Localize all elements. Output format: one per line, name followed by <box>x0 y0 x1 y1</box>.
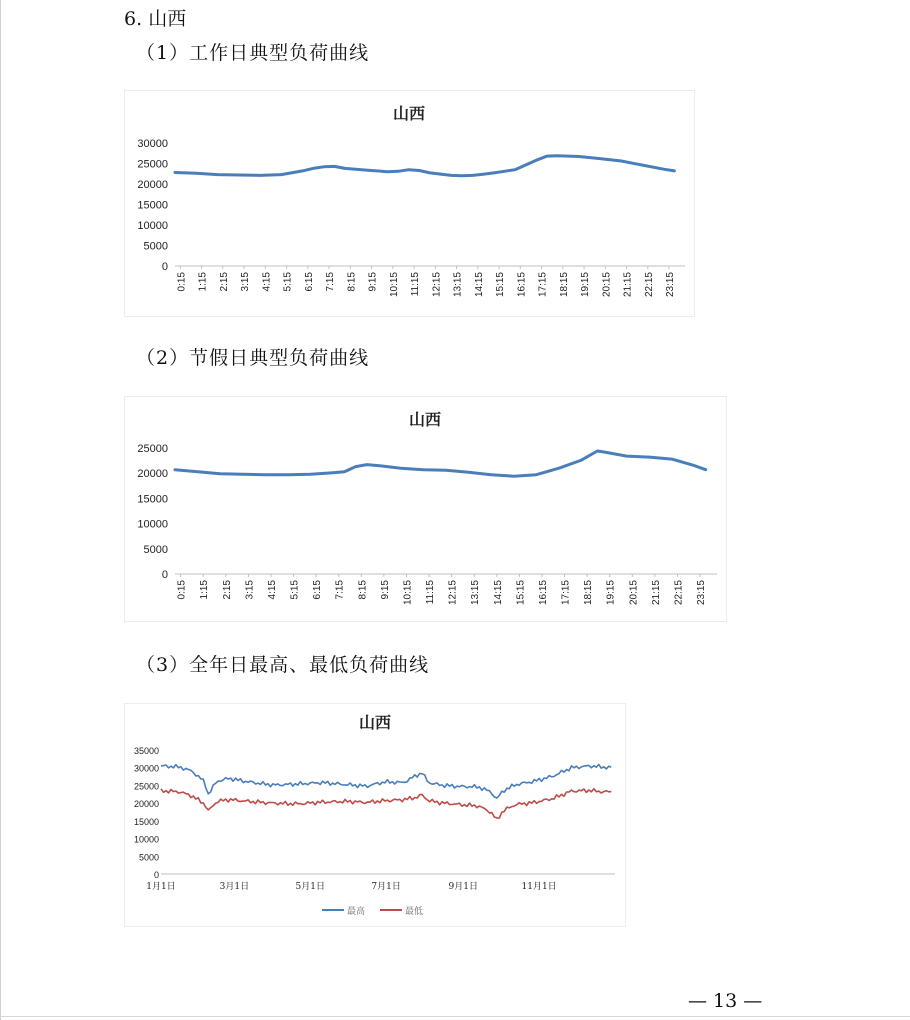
y-tick-label: 5000 <box>143 543 168 556</box>
y-tick-label: 30000 <box>133 763 159 774</box>
x-tick-label: 3:15 <box>244 580 256 600</box>
x-tick-label: 17:15 <box>560 580 572 606</box>
x-tick-label: 3:15 <box>240 272 252 292</box>
x-tick-label: 11月1日 <box>521 882 557 892</box>
x-tick-label: 0:15 <box>176 580 188 600</box>
chart-title: 山西 <box>408 412 442 429</box>
x-tick-label: 7:15 <box>325 272 337 292</box>
subheading-annual: （3）全年日最高、最低负荷曲线 <box>136 654 430 676</box>
x-tick-label: 15:15 <box>495 272 507 298</box>
x-tick-label: 16:15 <box>537 580 549 606</box>
x-tick-label: 10:15 <box>402 580 414 606</box>
y-tick-label: 25000 <box>137 158 168 171</box>
x-tick-label: 14:15 <box>492 580 504 606</box>
chart-holiday-svg <box>125 397 726 621</box>
x-tick-label: 6:15 <box>312 580 324 600</box>
x-tick-label: 9月1日 <box>448 882 478 892</box>
x-tick-label: 13:15 <box>452 272 464 298</box>
series-line-min <box>161 789 611 818</box>
x-tick-label: 19:15 <box>580 272 592 298</box>
chart-workday-svg <box>125 91 694 316</box>
x-tick-label: 11:15 <box>425 580 437 605</box>
y-tick-label: 25000 <box>133 781 159 792</box>
x-tick-label: 8:15 <box>346 272 358 292</box>
y-tick-label: 20000 <box>137 179 168 191</box>
y-tick-label: 15000 <box>137 199 168 212</box>
x-tick-label: 22:15 <box>643 272 655 298</box>
series-line-max <box>161 765 611 799</box>
subheading-holiday: （2）节假日典型负荷曲线 <box>136 347 370 369</box>
x-tick-label: 17:15 <box>537 272 549 298</box>
load-series-line <box>175 156 674 176</box>
x-tick-label: 12:15 <box>431 272 443 298</box>
x-tick-label: 6:15 <box>303 272 315 292</box>
x-tick-label: 21:15 <box>622 272 634 298</box>
x-tick-label: 20:15 <box>628 580 640 606</box>
x-tick-label: 23:15 <box>665 272 677 298</box>
section-heading <box>124 4 186 31</box>
y-tick-label: 10000 <box>133 834 159 845</box>
subheading-workday: （1）工作日典型负荷曲线 <box>136 42 370 64</box>
x-tick-label: 23:15 <box>696 580 708 606</box>
x-tick-label: 4:15 <box>261 272 273 292</box>
x-tick-label: 18:15 <box>558 272 570 298</box>
legend-label-max: 最高 <box>347 907 366 917</box>
y-tick-label: 35000 <box>133 746 159 756</box>
legend-label-min: 最低 <box>405 907 424 917</box>
x-tick-label: 0:15 <box>176 272 188 292</box>
x-tick-label: 7:15 <box>334 580 346 600</box>
y-tick-label: 0 <box>161 569 168 581</box>
x-tick-label: 5月1日 <box>295 882 325 892</box>
y-tick-label: 15000 <box>133 816 159 827</box>
chart-title: 山西 <box>392 106 426 123</box>
x-tick-label: 9:15 <box>367 272 379 292</box>
chart-workday <box>124 90 695 317</box>
x-tick-label: 22:15 <box>673 580 685 606</box>
x-tick-label: 10:15 <box>388 272 400 298</box>
x-tick-label: 19:15 <box>605 580 617 606</box>
x-tick-label: 16:15 <box>516 272 528 298</box>
y-tick-label: 5000 <box>143 240 168 253</box>
x-tick-label: 15:15 <box>515 580 527 606</box>
y-tick-label: 20000 <box>133 799 159 810</box>
x-tick-label: 9:15 <box>379 580 391 600</box>
x-tick-label: 5:15 <box>289 580 301 600</box>
x-tick-label: 1:15 <box>199 580 211 600</box>
x-tick-label: 12:15 <box>447 580 459 606</box>
x-tick-label: 5:15 <box>282 272 294 292</box>
y-tick-label: 5000 <box>138 852 159 863</box>
x-tick-label: 7月1日 <box>371 882 401 892</box>
y-tick-label: 10000 <box>137 220 168 232</box>
x-tick-label: 8:15 <box>357 580 369 600</box>
page-edge-bottom <box>0 1016 910 1017</box>
x-tick-label: 2:15 <box>218 272 230 292</box>
x-tick-label: 20:15 <box>601 272 613 298</box>
x-tick-label: 2:15 <box>221 580 233 600</box>
x-tick-label: 4:15 <box>266 580 278 600</box>
x-tick-label: 13:15 <box>470 580 482 606</box>
x-tick-label: 3月1日 <box>219 882 250 892</box>
y-tick-label: 25000 <box>137 443 168 455</box>
x-tick-label: 18:15 <box>583 580 595 606</box>
chart-holiday <box>124 396 727 622</box>
chart-annual-svg <box>125 704 625 926</box>
y-tick-label: 15000 <box>137 493 168 506</box>
x-tick-label: 11:15 <box>410 272 422 297</box>
page-edge-left <box>0 0 1 1020</box>
chart-title: 山西 <box>358 715 392 732</box>
x-tick-label: 14:15 <box>473 272 485 298</box>
page-number: — 13 — <box>688 990 763 1012</box>
section-number: 6. <box>124 8 143 30</box>
y-tick-label: 0 <box>153 870 159 880</box>
section-title: 山西 <box>148 8 187 30</box>
y-tick-label: 10000 <box>137 518 168 531</box>
y-tick-label: 20000 <box>137 468 168 481</box>
y-tick-label: 30000 <box>137 138 168 150</box>
x-tick-label: 1月1日 <box>146 882 176 892</box>
x-tick-label: 1:15 <box>197 272 209 292</box>
chart-annual <box>124 703 626 927</box>
y-tick-label: 0 <box>161 261 168 273</box>
x-tick-label: 21:15 <box>650 580 662 606</box>
load-series-line <box>175 451 706 476</box>
